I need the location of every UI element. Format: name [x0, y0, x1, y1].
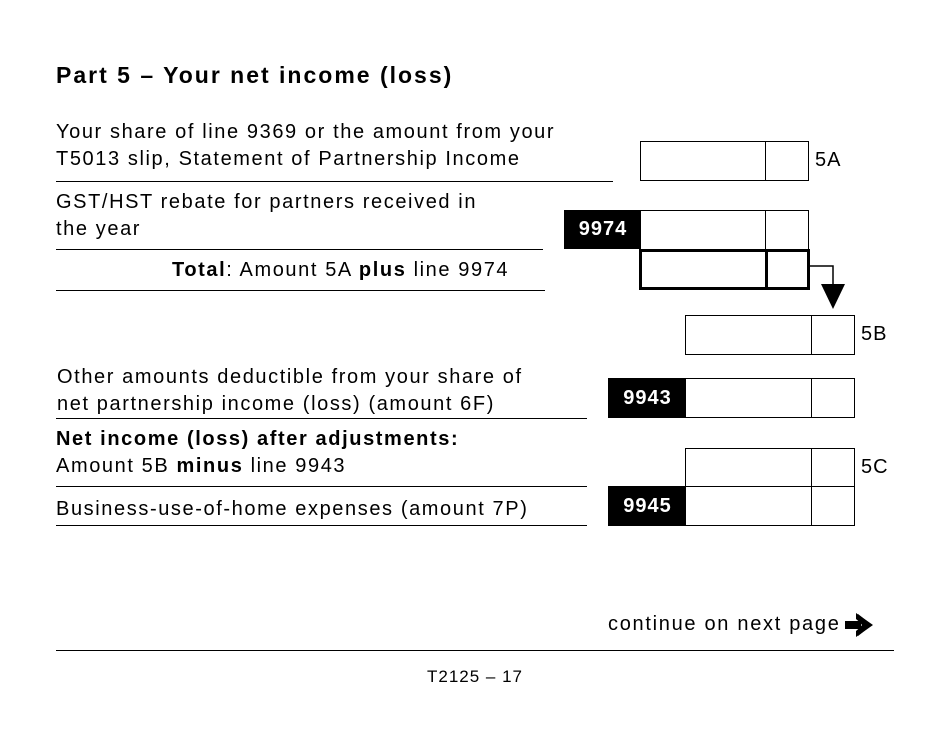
net-income-heading: Net income (loss) after adjustments:: [56, 428, 460, 450]
line-code-9974: 9974: [564, 210, 642, 249]
total-dollars-input[interactable]: [646, 252, 762, 287]
business-use-cents-divider: [811, 487, 812, 525]
other-amounts-dollars-input[interactable]: [690, 379, 807, 417]
net-income-prefix: Amount 5B: [56, 455, 177, 477]
other-amounts-amount-field: [685, 378, 855, 418]
line-code-9945: 9945: [608, 486, 687, 526]
total-cents-divider: [765, 252, 768, 287]
amount-5b-cents-input[interactable]: [815, 316, 850, 354]
gst-rebate-cents-input[interactable]: [769, 211, 805, 249]
other-amounts-description: [57, 364, 523, 418]
total-underline: [56, 290, 545, 291]
down-arrow-icon: [805, 260, 855, 315]
other-amounts-text-line1: Other amounts deductible from your share of: [57, 366, 523, 388]
business-use-description: Business-use-of-home expenses (amount 7P): [56, 498, 529, 520]
amount-5b-cents-divider: [811, 316, 812, 354]
total-bold-plus: plus: [358, 259, 407, 281]
total-amount-field: [639, 249, 810, 290]
total-end-text: line 9974: [406, 259, 510, 281]
line-code-9943: 9943: [608, 378, 687, 418]
net-income-cents-input[interactable]: [815, 449, 850, 487]
share-amount-field: [640, 141, 809, 181]
footer-divider: [56, 650, 894, 651]
other-amounts-cents-divider: [811, 379, 812, 417]
business-use-cents-input[interactable]: [815, 487, 850, 525]
net-income-bold-minus: minus: [176, 455, 244, 477]
net-income-suffix: line 9943: [243, 455, 347, 477]
net-income-description: [56, 426, 459, 480]
other-amounts-text-line2: net partnership income (loss) (amount 6F): [57, 393, 495, 415]
total-mid-text: : Amount 5A: [226, 259, 359, 281]
share-cents-divider: [765, 142, 766, 180]
business-use-amount-field: [685, 486, 855, 526]
share-text-line1: Your share of line 9369 or the amount from your: [56, 121, 556, 143]
gst-rebate-cents-divider: [765, 211, 766, 249]
share-dollars-input[interactable]: [645, 142, 761, 180]
net-income-cents-divider: [811, 449, 812, 487]
net-income-amount-field: [685, 448, 855, 488]
total-cents-input[interactable]: [770, 252, 804, 287]
right-arrow-icon: [844, 612, 874, 638]
gst-rebate-text-line2: the year: [56, 218, 142, 240]
share-underline: [56, 181, 613, 182]
continue-link[interactable]: [608, 611, 874, 638]
other-amounts-underline: [56, 418, 587, 419]
amount-5b-dollars-input[interactable]: [690, 316, 807, 354]
business-use-dollars-input[interactable]: [690, 487, 807, 525]
page-number: T2125 – 17: [426, 667, 523, 686]
continue-text: continue on next page: [608, 613, 841, 635]
net-income-formula: [56, 453, 459, 480]
share-text-line2: T5013 slip, Statement of Partnership Income: [56, 148, 521, 170]
gst-rebate-text-line1: GST/HST rebate for partners received in: [56, 191, 478, 213]
line-label-5c: 5C: [861, 456, 889, 478]
gst-rebate-amount-field: [640, 210, 809, 250]
net-income-dollars-input[interactable]: [690, 449, 807, 487]
share-cents-input[interactable]: [769, 142, 805, 180]
amount-5b-field: [685, 315, 855, 355]
gst-rebate-dollars-input[interactable]: [645, 211, 761, 249]
gst-rebate-description: [56, 189, 477, 243]
gst-rebate-underline: [56, 249, 543, 250]
line-label-5a: 5A: [815, 149, 842, 171]
total-description: [172, 257, 509, 284]
total-bold-word: Total: [172, 259, 227, 281]
business-use-underline: [56, 525, 587, 526]
line-label-5b: 5B: [861, 323, 888, 345]
net-income-underline: [56, 486, 587, 487]
share-description: [56, 119, 555, 173]
other-amounts-cents-input[interactable]: [815, 379, 850, 417]
part-title: Part 5 – Your net income (loss): [56, 62, 454, 88]
